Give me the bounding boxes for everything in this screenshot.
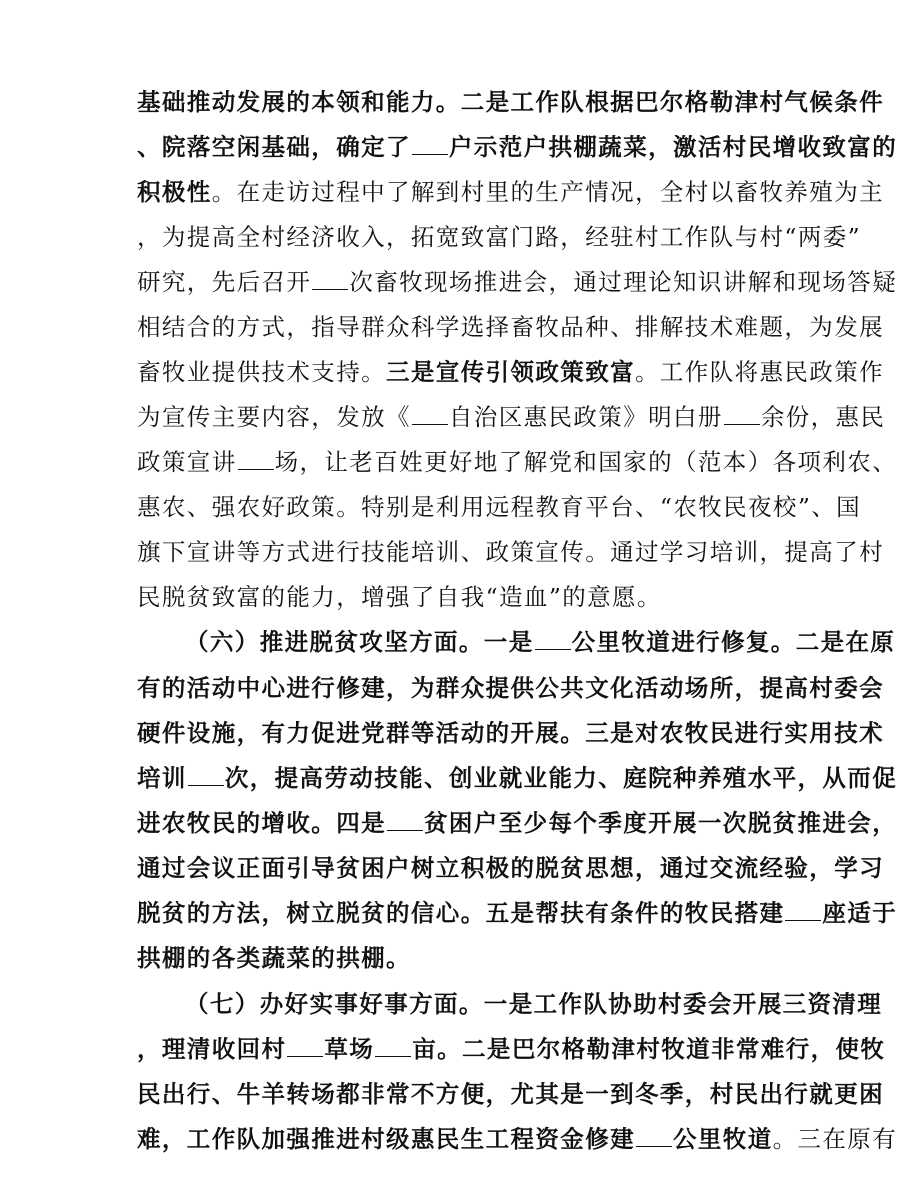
text-run: 自治区惠民政策》明白册 — [448, 403, 723, 431]
text-run: 贫困户至少每个季度开展一次脱贫推进会， — [424, 809, 898, 837]
text-run: 草场 — [324, 1035, 375, 1063]
text-run: 户示范户拱棚蔬菜，激活村民增收致富的 — [448, 133, 898, 161]
text-run: 积极性 — [137, 178, 212, 206]
text-line — [137, 808, 897, 838]
fill-in-blank — [412, 134, 448, 155]
text-line — [137, 492, 861, 522]
text-line — [137, 177, 884, 207]
text-line — [185, 627, 895, 657]
text-line — [137, 718, 884, 748]
fill-in-blank — [375, 1036, 411, 1057]
text-run: 民出行、牛羊转场都非常不方便，尤其是一到冬季，村民出行就更困 — [137, 1080, 884, 1108]
text-run: 基础推动发展的本领和能力。二是工作队根据巴尔格勒津村气候条件 — [137, 88, 884, 116]
text-run: 通过会议正面引导贫困户树立积极的脱贫思想，通过交流经验，学习 — [137, 854, 884, 882]
text-run: （六）推进脱贫攻坚方面。一是 — [185, 628, 534, 656]
text-line — [137, 447, 897, 477]
text-run: ，为提高全村经济收入，拓宽致富门路，经驻村工作队与村“两委” — [137, 223, 862, 251]
text-run: 次畜牧现场推进会，通过理论知识讲解和现场答疑 — [349, 268, 898, 296]
fill-in-blank — [287, 1036, 323, 1057]
fill-in-blank — [724, 404, 760, 425]
text-line — [137, 1034, 885, 1064]
text-run: 座适于 — [822, 899, 898, 927]
fill-in-blank — [636, 1126, 672, 1147]
text-run: 旗下宣讲等方式进行技能培训、政策宣传。通过学习培训，提高了村 — [137, 538, 884, 566]
text-run: 。工作队将惠民政策作 — [635, 358, 884, 386]
text-run: （七）办好实事好事方面。一是工作队协助村委会开展三资清理 — [185, 990, 883, 1018]
text-line — [137, 898, 897, 928]
text-run: 公里牧道进行修复。二是在原 — [571, 628, 896, 656]
text-run: 培训 — [137, 764, 187, 792]
text-line — [137, 673, 884, 703]
fill-in-blank — [412, 404, 448, 425]
fill-in-blank — [312, 269, 348, 290]
text-run: 公里牧道 — [673, 1125, 773, 1153]
text-run: 、院落空闲基础，确定了 — [137, 133, 411, 161]
text-run: 三是宣传引领政策致富 — [386, 358, 635, 386]
text-run: 脱贫的方法，树立脱贫的信心。五是帮扶有条件的牧民搭建 — [137, 899, 785, 927]
text-run: 研究，先后召开 — [137, 268, 312, 296]
text-run: 。在走访过程中了解到村里的生产情况，全村以畜牧养殖为主 — [211, 178, 885, 206]
text-line — [137, 87, 884, 117]
text-line — [137, 267, 897, 297]
text-run: 难，工作队加强推进村级惠民生工程资金修建 — [137, 1125, 635, 1153]
text-line — [137, 537, 884, 567]
text-run: 为宣传主要内容，发放《 — [137, 403, 411, 431]
text-line — [137, 763, 897, 793]
text-line — [137, 582, 662, 612]
text-line — [137, 402, 885, 432]
text-run: 拱棚的各类蔬菜的拱棚。 — [137, 944, 411, 972]
fill-in-blank — [238, 449, 274, 470]
text-run: 相结合的方式，指导群众科学选择畜牧品种、排解技术难题，为发展 — [137, 313, 884, 341]
text-run: 次，提高劳动技能、创业就业能力、庭院种养殖水平，从而促 — [224, 764, 898, 792]
text-run: 有的活动中心进行修建，为群众提供公共文化活动场所，提高村委会 — [137, 674, 884, 702]
text-run: 亩。二是巴尔格勒津村牧道非常难行，使牧 — [412, 1035, 886, 1063]
text-line — [185, 989, 882, 1019]
text-run: 场，让老百姓更好地了解党和国家的（范本）各项利农、 — [274, 448, 898, 476]
text-line — [137, 222, 861, 252]
text-line — [137, 1124, 897, 1154]
text-line — [137, 357, 884, 387]
text-run: 进农牧民的增收。四是 — [137, 809, 386, 837]
fill-in-blank — [785, 900, 821, 921]
text-run: 民脱贫致富的能力，增强了自我“造血”的意愿。 — [137, 583, 662, 611]
text-run: 畜牧业提供技术支持。 — [137, 358, 386, 386]
fill-in-blank — [188, 765, 224, 786]
text-line — [137, 853, 884, 883]
fill-in-blank — [535, 629, 571, 650]
text-run: ，理清收回村 — [137, 1035, 287, 1063]
text-line — [137, 1079, 884, 1109]
text-line — [137, 312, 884, 342]
text-run: 。三在原有 — [772, 1125, 898, 1153]
text-line — [137, 132, 897, 162]
text-run: 惠农、强农好政策。特别是利用远程教育平台、“农牧民夜校”、国 — [137, 493, 862, 521]
fill-in-blank — [387, 810, 423, 831]
text-run: 余份，惠民 — [760, 403, 886, 431]
text-run: 硬件设施，有力促进党群等活动的开展。三是对农牧民进行实用技术 — [137, 719, 884, 747]
text-run: 政策宣讲 — [137, 448, 237, 476]
text-line — [137, 943, 411, 973]
